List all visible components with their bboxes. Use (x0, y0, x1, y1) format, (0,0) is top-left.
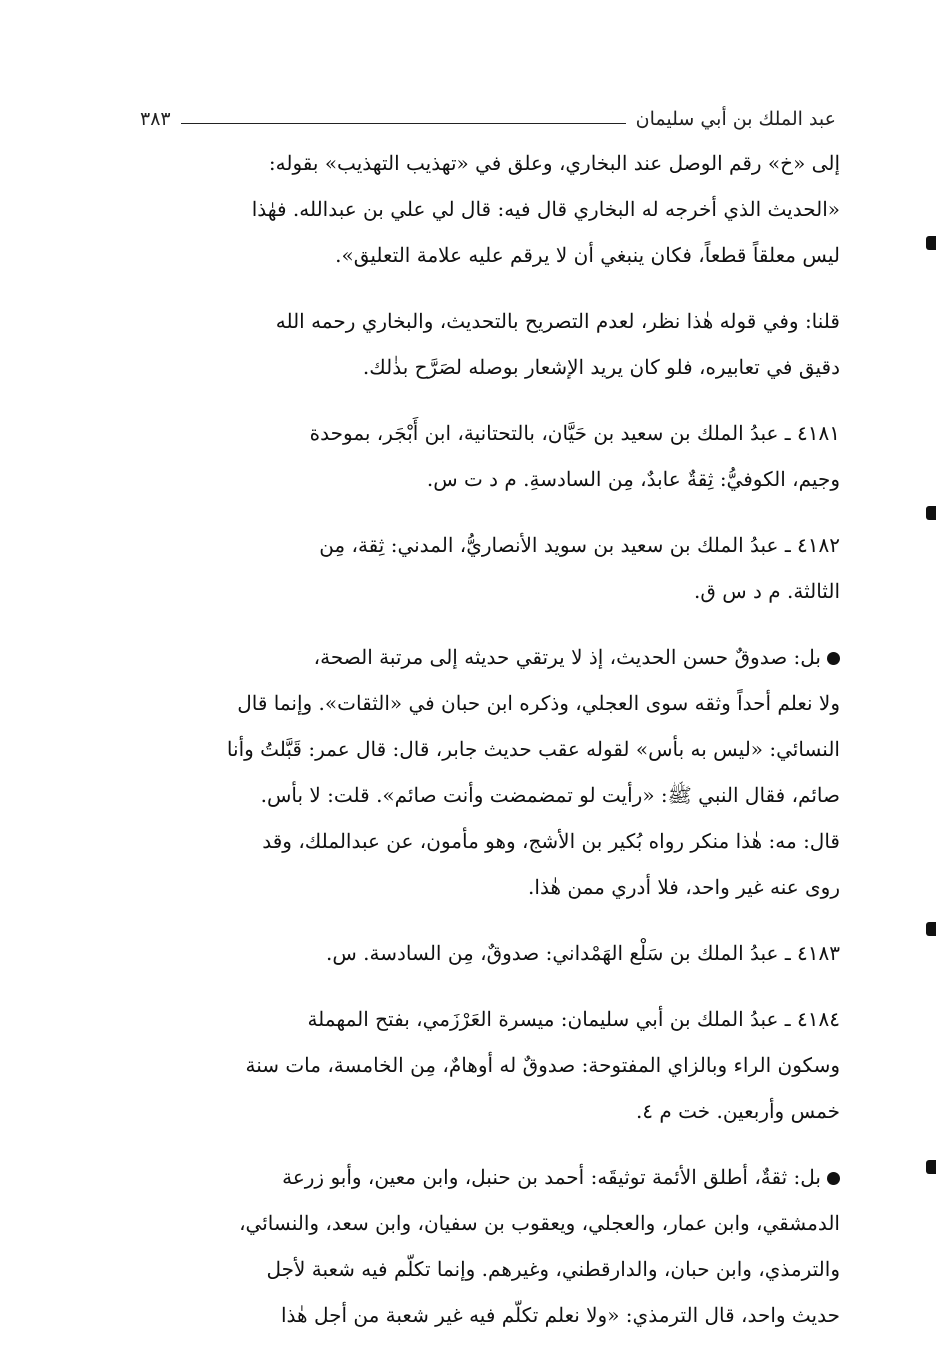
text-line: قال: مه: هٰذا منكر رواه بُكير بن الأشج، وهو مأمون، عن عبدالملك، وقد (262, 829, 840, 853)
margin-mark (926, 1160, 936, 1174)
header-rule (181, 123, 626, 124)
text-line (140, 1154, 840, 1200)
entry-4182 (140, 522, 840, 614)
text-line: خمس وأربعين. خت م ٤. (635, 1099, 840, 1123)
margin-mark (926, 506, 936, 520)
entry-4183 (140, 930, 840, 976)
text-line: والترمذي، وابن حبان، والدارقطني، وغيرهم. وإنما تكلّم فيه شعبة لأجل (266, 1257, 840, 1281)
margin-mark (926, 236, 936, 250)
text-line: قلنا: وفي قوله هٰذا نظر، لعدم التصريح بالتحديث، والبخاري رحمه الله (275, 309, 840, 333)
annotation-4182 (140, 634, 840, 910)
annotation-4184 (140, 1154, 840, 1338)
text-line: ٤١٨٤ ـ عبدُ الملك بن أبي سليمان: ميسرة العَرْزَمي، بفتح المهملة (307, 1007, 840, 1031)
body-text (140, 140, 840, 1338)
text-line: ٤١٨٣ ـ عبدُ الملك بن سَلْع الهَمْداني: صدوقٌ، مِن السادسة. س. (326, 941, 840, 965)
text-line: النسائي: «ليس به بأس» لقوله عقب حديث جابر، قال: قال عمر: قَبَّلتُ وأنا (226, 737, 840, 761)
text-line: ليس معلقاً قطعاً، فكان ينبغي أن لا يرقم عليه علامة التعليق». (335, 243, 840, 267)
entry-4181 (140, 410, 840, 502)
running-header (140, 104, 836, 134)
bullet-icon (827, 1172, 840, 1185)
paragraph-commentary-2 (140, 298, 840, 390)
page-number: ٣٨٣ (140, 108, 171, 130)
text-line: وسكون الراء وبالزاي المفتوحة: صدوقٌ له أوهامٌ، مِن الخامسة، مات سنة (245, 1053, 840, 1077)
text-line-content: بل: صدوقٌ حسن الحديث، إذ لا يرتقي حديثه إلى مرتبة الصحة، (313, 645, 821, 669)
text-line: صائم، فقال النبي ﷺ: «رأيت لو تمضمضت وأنت صائم». قلت: لا بأس. (260, 783, 840, 807)
paragraph-commentary-1 (140, 140, 840, 278)
text-line: إلى «خ» رقم الوصل عند البخاري، وعلق في «تهذيب التهذيب» بقوله: (268, 151, 840, 175)
running-title: عبد الملك بن أبي سليمان (635, 108, 836, 130)
margin-mark (926, 922, 936, 936)
text-line-content: بل: ثقةٌ، أطلق الأئمة توثيقَه: أحمد بن حنبل، وابن معين، وأبو زرعة (282, 1165, 821, 1189)
text-line: حديث واحد، قال الترمذي: «ولا نعلم تكلّم فيه غير شعبة من أجل هٰذا (280, 1303, 840, 1327)
text-line: ٤١٨١ ـ عبدُ الملك بن سعيد بن حَيَّان، بالتحتانية، ابن أَبْجَر، بموحدة (309, 421, 840, 445)
text-line: وجيم، الكوفيُّ: ثِقةٌ عابدٌ، مِن السادسةِ. م د ت س. (426, 467, 840, 491)
text-line: الدمشقي، وابن عمار، والعجلي، ويعقوب بن سفيان، وابن سعد، والنسائي، (239, 1211, 840, 1235)
bullet-icon (827, 652, 840, 665)
text-line: ولا نعلم أحداً وثقه سوى العجلي، وذكره ابن حبان في «الثقات». وإنما قال (237, 691, 840, 715)
text-line: ٤١٨٢ ـ عبدُ الملك بن سعيد بن سويد الأنصاريُّ، المدني: ثِقة، مِن (319, 533, 840, 557)
text-line: الثالثة. م د س ق. (694, 579, 840, 603)
text-line (140, 634, 840, 680)
entry-4184 (140, 996, 840, 1134)
text-line: دقيق في تعابيره، فلو كان يريد الإشعار بوصله لصَرَّح بذٰلك. (362, 355, 840, 379)
text-line: روى عنه غير واحد، فلا أدري ممن هٰذا. (528, 875, 840, 899)
text-line: «الحديث الذي أخرجه له البخاري قال فيه: قال لي علي بن عبدالله. فهٰذا (251, 197, 840, 221)
